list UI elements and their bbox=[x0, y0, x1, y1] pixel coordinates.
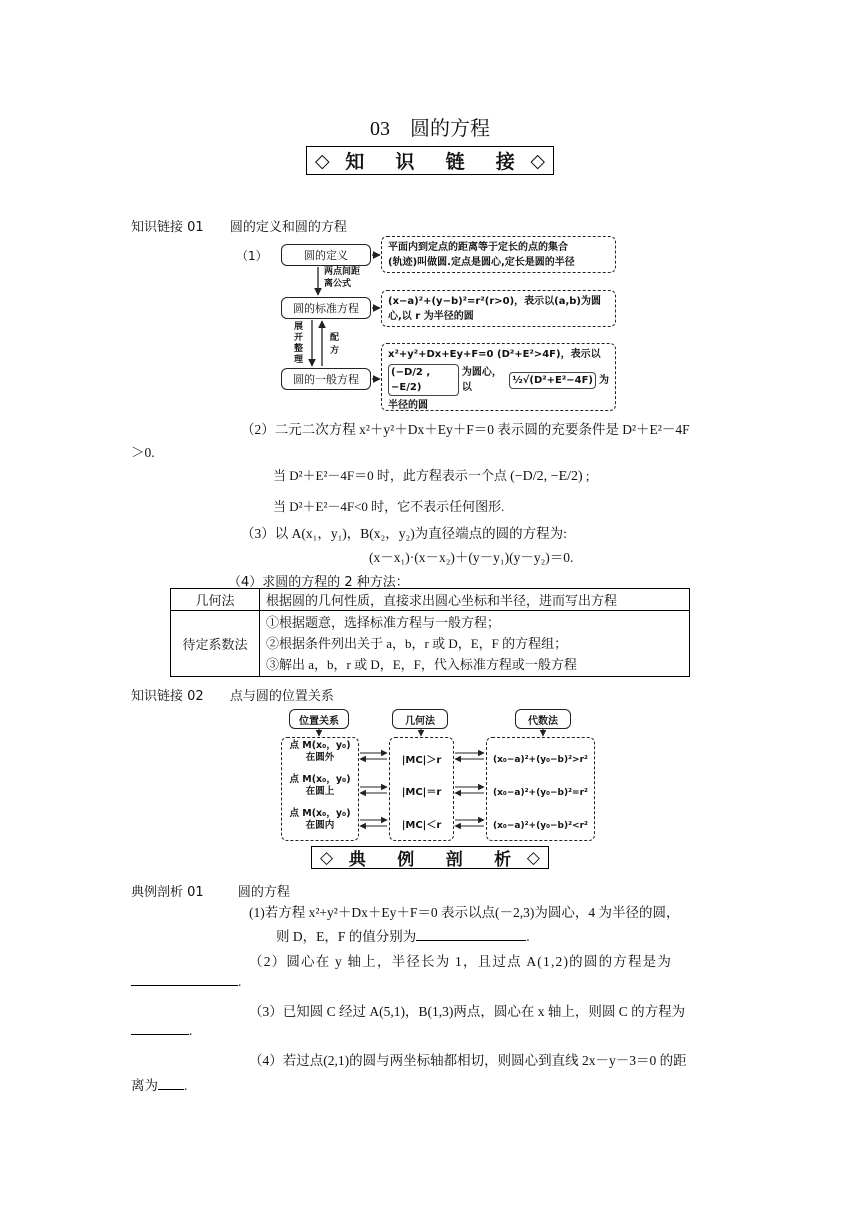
diagram1-number: （1） bbox=[236, 249, 268, 263]
diamond-icon: ◇ bbox=[526, 847, 540, 868]
para2-line1: （2）二元二次方程 x²＋y²＋Dx＋Ey＋F＝0 表示圆的充要条件是 D²＋E²－4F bbox=[241, 422, 690, 437]
general-description: x²+y²+Dx+Ey+F=0 (D²+E²>4F)，表示以 (−D/2 , −E/2) 为圆心，以 ½√(D²+E²−4F) 为 半径的圆 bbox=[381, 343, 616, 411]
example-heading bbox=[131, 881, 290, 900]
point-coordinates: (−D/2, −E/2) bbox=[510, 469, 583, 484]
para3-line2: (x－x₁)·(x－x₂)＋(y－y₁)(y－y₂)＝0. bbox=[369, 550, 574, 565]
question3-line1: （3）已知圆 C 经过 A(5,1)，B(1,3)两点，圆心在 x 轴上，则圆 C 的方程为 bbox=[249, 1004, 686, 1019]
para2-line3: 当 D²＋E²－4F＝0 时，此方程表示一个点 (−D/2, −E/2) ; bbox=[273, 468, 590, 484]
algebraic-column: (x₀−a)²+(y₀−b)²>r² (x₀−a)²+(y₀−b)²=r² (x₀−a)²+(y₀−b)²<r² bbox=[486, 737, 595, 841]
question4-line1: （4）若过点(2,1)的圆与两坐标轴都相切，则圆心到直线 2x－y－3＝0 的距 bbox=[249, 1053, 687, 1068]
question1-line1: (1)若方程 x²+y²＋Dx＋Ey＋F＝0 表示以点(－2,3)为圆心，4 为半径的圆， bbox=[249, 905, 680, 920]
answer-blank bbox=[416, 940, 526, 941]
answer-blank bbox=[131, 1034, 189, 1035]
header-algebraic: 代数法 bbox=[515, 709, 571, 729]
answer-blank bbox=[158, 1089, 184, 1090]
diamond-icon: ◇ bbox=[320, 847, 334, 868]
geometric-column: |MC|＞r |MC|＝r |MC|＜r bbox=[389, 737, 454, 841]
heading-label: 典例剖析 01 bbox=[131, 885, 204, 900]
banner-char: 剖 bbox=[445, 850, 463, 870]
center-point: (−D/2 , −E/2) bbox=[388, 364, 459, 396]
banner-char: 识 bbox=[395, 151, 415, 173]
table-head-cell: 几何法 bbox=[171, 589, 260, 611]
heading-title: 圆的定义和圆的方程 bbox=[229, 220, 347, 235]
banner-char: 接 bbox=[495, 151, 515, 173]
position-column: 点 M(x₀，y₀) 在圆外 点 M(x₀，y₀) 在圆上 点 M(x₀，y₀) 在圆内 bbox=[281, 737, 359, 841]
section-banner-examples bbox=[311, 846, 549, 869]
question1-line2: 则 D，E，F 的值分别为 . bbox=[276, 929, 530, 944]
box-circle-definition: 圆的定义 bbox=[281, 244, 371, 266]
radius-expr: ½√(D²+E²−4F) bbox=[509, 372, 596, 389]
heading-title: 圆的方程 bbox=[237, 885, 290, 900]
answer-blank bbox=[131, 985, 238, 986]
banner-char: 知 bbox=[345, 151, 365, 173]
question4-line2: 离为 . bbox=[131, 1078, 188, 1093]
box-standard-equation: 圆的标准方程 bbox=[281, 297, 371, 319]
table-cell: ①根据题意，选择标准方程与一般方程； ②根据条件列出关于 a，b，r 或 D，E，F 的方程组； ③解出 a，b，r 或 D，E，F，代入标准方程或一般方程 bbox=[260, 611, 690, 677]
heading-title: 点与圆的位置关系 bbox=[229, 689, 334, 704]
para2-line4: 当 D²＋E²－4F<0 时，它不表示任何图形. bbox=[273, 499, 505, 514]
table-head-cell: 待定系数法 bbox=[171, 611, 260, 677]
para3-line1: （3）以 A(x₁，y₁)，B(x₂，y₂)为直径端点的圆的方程为: bbox=[241, 526, 567, 541]
table-cell: 根据圆的几何性质，直接求出圆心坐标和半径，进而写出方程 bbox=[260, 589, 690, 611]
box-general-equation: 圆的一般方程 bbox=[281, 368, 371, 390]
banner-char: 链 bbox=[445, 151, 465, 173]
header-position: 位置关系 bbox=[289, 709, 349, 729]
question3-line2: . bbox=[131, 1023, 192, 1039]
heading-label: 知识链接 02 bbox=[131, 689, 204, 704]
arrow-label-distance-formula: 两点间距 离公式 bbox=[324, 267, 361, 289]
para4-line1: （4）求圆的方程的 2 种方法： bbox=[228, 575, 409, 590]
diamond-icon: ◇ bbox=[530, 149, 545, 172]
question2-line2: . bbox=[131, 974, 241, 990]
question2-line1: （2）圆心在 y 轴上，半径长为 1，且过点 A(1,2)的圆的方程是为 bbox=[249, 954, 673, 969]
header-geometric: 几何法 bbox=[392, 709, 448, 729]
banner-char: 典 bbox=[348, 850, 366, 870]
para2-line2: ＞0. bbox=[131, 445, 155, 460]
heading-label: 知识链接 01 bbox=[131, 220, 204, 235]
banner-char: 例 bbox=[397, 850, 415, 870]
page-title: 03 圆的方程 bbox=[370, 118, 490, 140]
diamond-icon: ◇ bbox=[315, 149, 330, 172]
arrow-label-expand: 展 开 整 理 bbox=[294, 322, 304, 365]
standard-description: (x−a)²+(y−b)²=r²(r>0)，表示以(a,b)为圆 心,以 r 为半径的圆 bbox=[381, 290, 616, 327]
definition-description: 平面内到定点的距离等于定长的点的集合 (轨迹)叫做圆.定点是圆心,定长是圆的半径 bbox=[381, 236, 616, 273]
arrow-label-complete-square: 配 方 bbox=[330, 333, 340, 356]
banner-char: 析 bbox=[494, 850, 512, 870]
